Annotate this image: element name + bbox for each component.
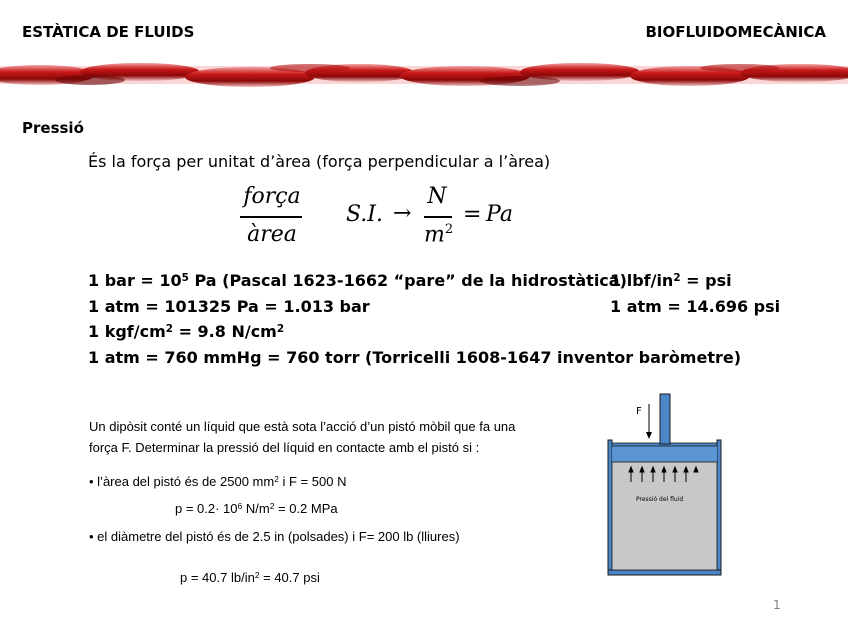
pressure-definition: És la força per unitat d’àrea (força perpendicular a l’àrea)	[88, 152, 551, 171]
formula-equals: =	[463, 202, 482, 227]
problem-answer-1: $p = 0.2\cdot 10^6$ $N/m^2 = 0.2$ MPa	[175, 501, 338, 516]
problem-statement-line2: força F. Determinar la pressió del líquid en contacte amb el pistó si :	[89, 440, 480, 455]
unit-equivalence-kgf: 1 kgf/$cm^2 = 9.8$ $N/cm^2$	[88, 322, 285, 341]
unit-equivalence-atm-mmhg: 1 atm = 760 mmHg = 760 torr (Torricelli 1608-1647 inventor baròmetre)	[88, 348, 742, 367]
problem-case-1: • l’àrea del pistó és de 2500 $mm^2$ i F = 500 N	[89, 474, 347, 489]
unit-equivalence-atm-pa: 1 atm = 101325 Pa = 1.013 bar	[88, 297, 370, 316]
piston-container-diagram	[600, 390, 730, 582]
formula-result: Pa	[486, 202, 513, 227]
formula-denominator: àrea	[247, 222, 297, 247]
formula-unit-denominator: $m^2$	[424, 222, 454, 248]
piston-rod	[660, 394, 670, 444]
formula-fraction-line	[240, 216, 302, 218]
problem-answer-2: p = 40.7 $lb/in^2 = 40.7$ psi	[180, 570, 320, 585]
unit-equivalence-bar: 1 bar = $10^5$ Pa (Pascal 1623-1662 “pare” de la hidrostàtica)	[88, 271, 627, 290]
formula-si-label: S.I.	[346, 202, 383, 227]
pressure-label: Pressió del fluid	[636, 496, 684, 503]
problem-case-2: • el diàmetre del pistó és de 2.5 in (polsades) i F= 200 lb (lliures)	[89, 529, 460, 544]
formula-unit-fraction-line	[424, 216, 452, 218]
unit-equivalence-atm-psi: 1 atm = 14.696 psi	[610, 297, 781, 316]
unit-equivalence-psi: 1 lbf/$in^2$ = psi	[610, 271, 732, 290]
force-label: F	[636, 406, 642, 417]
header-left-title: ESTÀTICA DE FLUIDS	[22, 23, 195, 41]
section-title: Pressió	[22, 119, 84, 137]
red-banner-decoration	[0, 58, 848, 92]
formula-unit-numerator: N	[427, 184, 447, 209]
formula-numerator: força	[243, 184, 301, 209]
formula-arrow: →	[393, 201, 412, 226]
header-right-title: BIOFLUIDOMECÀNICA	[645, 23, 826, 41]
problem-statement-line1: Un dipòsit conté un líquid que està sota l’acció d’un pistó mòbil que fa una	[89, 419, 516, 434]
force-arrow-icon	[646, 404, 652, 439]
page-number: 1	[773, 598, 781, 612]
